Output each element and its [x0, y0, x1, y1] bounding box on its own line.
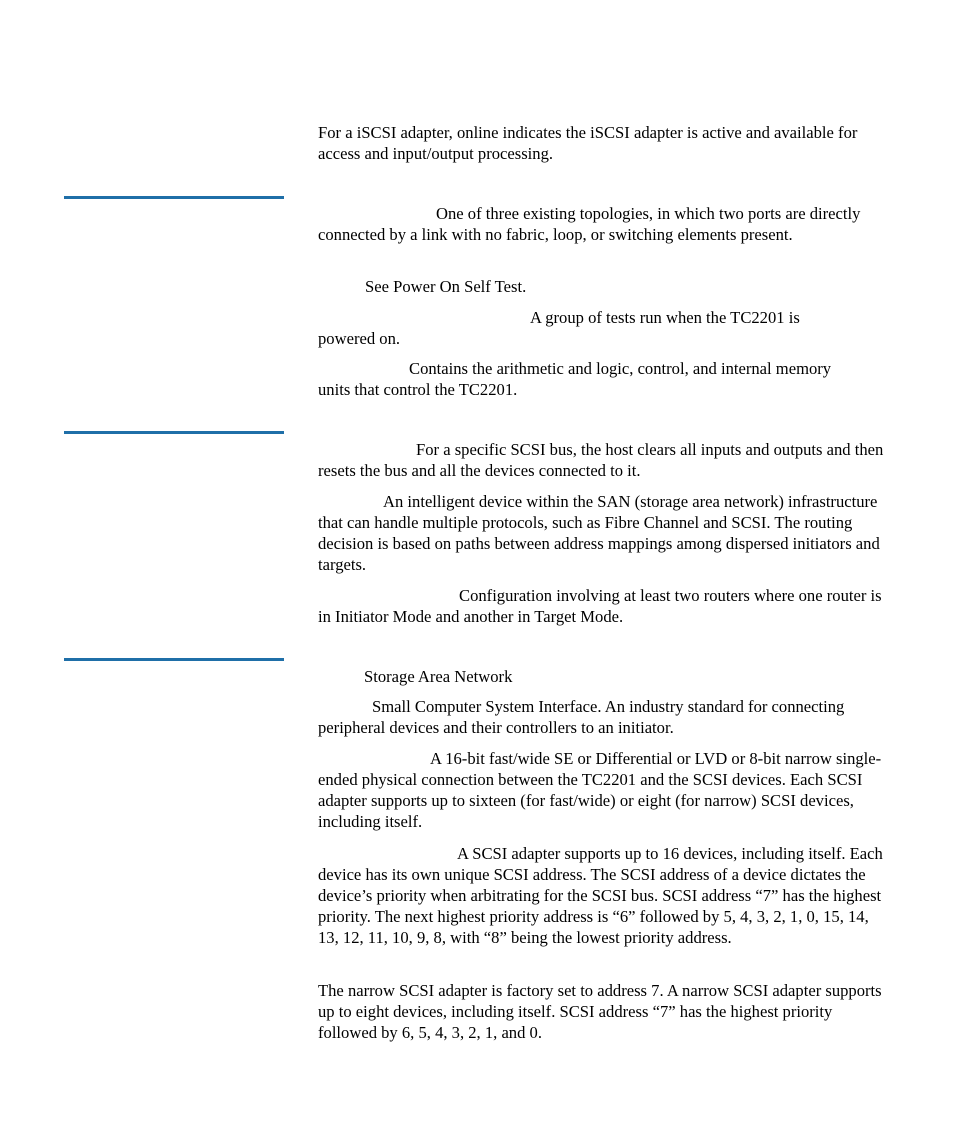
glossary-text-router: An intelligent device within the SAN (storage area network) infrastructure that can handle multiple protocols, such as Fibre Channel and SCSI. The routing decision is based on paths between address mappings among dispersed initiators and targets.	[318, 492, 880, 574]
glossary-text-processor: Contains the arithmetic and logic, control, and internal memory units that control the TC2201.	[318, 359, 832, 399]
glossary-text-post: See Power On Self Test.	[365, 277, 527, 296]
glossary-text-router-to-router: Configuration involving at least two routers where one router is in Initiator Mode and another in Target Mode.	[318, 586, 882, 626]
glossary-text-scsi-adapter-address: A SCSI adapter supports up to 16 devices, including itself. Each device has its own unique SCSI address. The SCSI address of a device dictates the device’s priority when arbitrating for the SCSI bus. SCSI address “7” has the highest priority. The next highest priority address is “6” followed by 5, 4, 3, 2, 1, 0, 15, 14, 13, 12, 11, 10, 9, 8, with “8” being the lowest priority address.	[318, 844, 883, 947]
glossary-text-narrow-scsi-address: The narrow SCSI adapter is factory set to address 7. A narrow SCSI adapter supports up to eight devices, including itself. SCSI address “7” has the highest priority followed by 6, 5, 4, 3, 2, 1, and 0.	[318, 981, 882, 1042]
section-rule-p	[64, 196, 284, 199]
glossary-text-power-on-self-test: A group of tests run when the TC2201 is powered on.	[318, 308, 800, 348]
glossary-text-point-to-point: One of three existing topologies, in which two ports are directly connected by a link with no fabric, loop, or switching elements present.	[318, 204, 861, 244]
section-rule-s	[64, 658, 284, 661]
glossary-text-san: Storage Area Network	[364, 667, 513, 686]
glossary-text-online: For a iSCSI adapter, online indicates the iSCSI adapter is active and available for access and input/output processing.	[318, 123, 858, 163]
glossary-text-scsi-adapter: A 16-bit fast/wide SE or Differential or LVD or 8-bit narrow single-ended physical connection between the TC2201 and the SCSI devices. Each SCSI adapter supports up to sixteen (for fast/wide) or eight (for narrow) SCSI devices, including itself.	[318, 749, 882, 831]
glossary-text-scsi: Small Computer System Interface. An industry standard for connecting peripheral devices and their controllers to an initiator.	[318, 697, 845, 737]
glossary-text-reset-scsi-bus: For a specific SCSI bus, the host clears all inputs and outputs and then resets the bus and all the devices connected to it.	[318, 440, 884, 480]
section-rule-r	[64, 431, 284, 434]
